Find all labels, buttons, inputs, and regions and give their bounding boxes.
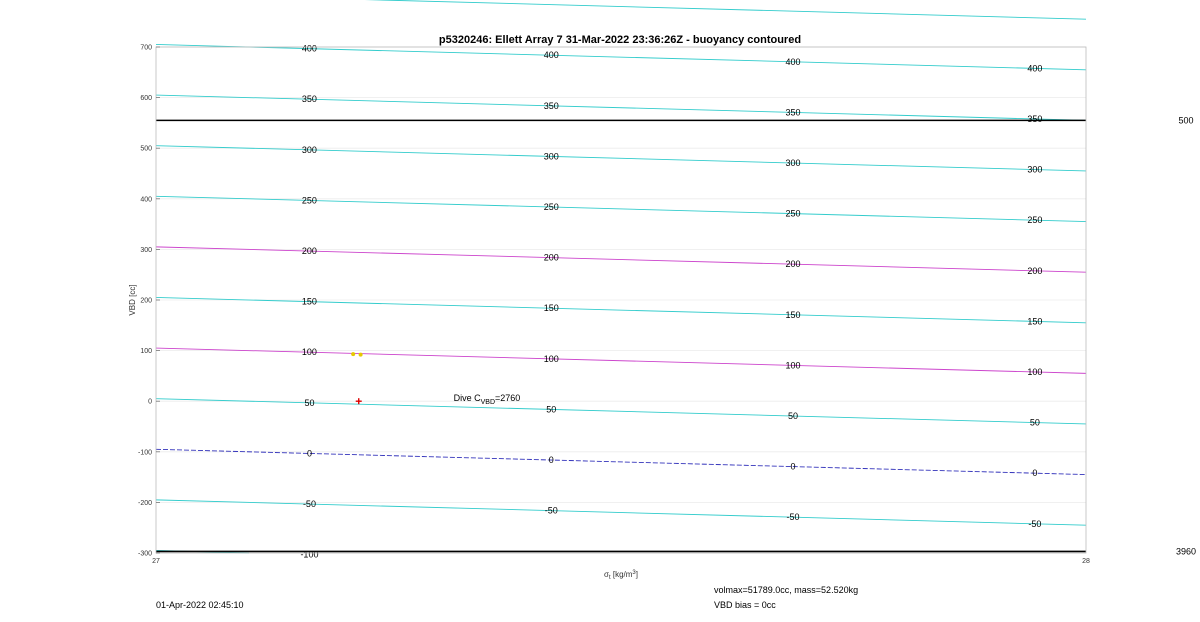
contour-line-350: [156, 95, 1086, 120]
y-tick-label: -100: [137, 449, 152, 457]
x-tick-label: 27: [152, 558, 160, 565]
y-tick-label: -200: [137, 499, 152, 507]
contour-label: 400: [785, 56, 801, 67]
contour-label: 250: [1027, 215, 1043, 226]
y-tick-label: 600: [140, 95, 152, 103]
contour-line-400: [156, 44, 1086, 69]
contour-line-100: [156, 348, 1086, 373]
contour-label: 100: [785, 360, 801, 371]
contour-label: 400: [543, 50, 559, 61]
x-tick-label: 28: [1082, 558, 1090, 565]
y-tick-label: 200: [140, 297, 152, 305]
contour-label: 150: [301, 296, 317, 307]
grid-lines: [156, 47, 1086, 553]
x-axis-label: $\sigma_t$ $[kg/m^3]$: [604, 570, 638, 581]
observation-point: [359, 353, 363, 357]
contour-label: 150: [543, 303, 559, 314]
y-axis-label: VBD [cc]: [128, 284, 137, 316]
contour-label: 250: [543, 202, 559, 213]
contour-label: 50: [1029, 417, 1040, 428]
axis-ticks: [138, 45, 1090, 566]
contour-label: 300: [543, 151, 559, 162]
contour-line-50: [156, 399, 1086, 424]
contour-label: 250: [785, 208, 801, 219]
contour-label: -50: [302, 499, 316, 510]
contour-label: 150: [785, 309, 801, 320]
contour-label: 100: [543, 353, 559, 364]
contour-label: 100: [1027, 366, 1043, 377]
contour-label: 300: [301, 144, 317, 155]
contour-line-200: [156, 247, 1086, 272]
contour-line-150: [156, 297, 1086, 322]
reference-line-label: 500: [1178, 115, 1194, 126]
chart-title: p5320246: Ellett Array 7 31-Mar-2022 23:36:26Z - buoyancy contoured: [438, 34, 802, 46]
contour-label: 0: [790, 461, 796, 472]
reference-lines: [156, 115, 1196, 556]
dive-cvbd-annotation: Dive $C_{VBD}=2760$: [453, 393, 521, 407]
contour-label: 100: [301, 347, 317, 358]
contour-label: 350: [785, 107, 801, 118]
contour-label: 50: [788, 411, 799, 422]
contour-label: 350: [301, 94, 317, 105]
contour-label: 150: [1027, 316, 1043, 327]
y-tick-label: 0: [148, 398, 152, 406]
contour-line--50: [156, 500, 1086, 525]
vbd-bias-note: VBD bias = 0cc: [714, 600, 776, 610]
contour-label: 400: [301, 43, 317, 54]
contour-label: 200: [543, 252, 559, 263]
data-markers: [351, 352, 362, 404]
contour-label: 50: [304, 397, 315, 408]
volmax-mass-note: volmax=51789.0cc, mass=52.520kg: [714, 585, 859, 595]
contour-line-450: [156, 0, 1086, 19]
contour-label: 300: [1027, 164, 1043, 175]
observation-point: [351, 352, 355, 356]
contour-line-0: [156, 449, 1086, 474]
contour-label: 0: [306, 448, 312, 459]
y-tick-label: 400: [140, 196, 152, 204]
contour-label: 50: [546, 404, 557, 415]
contour-label: 250: [301, 195, 317, 206]
y-tick-label: -300: [137, 550, 152, 558]
contour-label: -50: [1028, 518, 1042, 529]
y-tick-label: 300: [140, 246, 152, 254]
contour-label: 400: [1027, 63, 1043, 74]
contour-label: -100: [300, 549, 319, 560]
contour-label: 0: [548, 455, 554, 466]
contour-label: 350: [543, 100, 559, 111]
reference-line-label: 3960: [1175, 546, 1197, 557]
contour-label: 0: [1032, 468, 1038, 479]
contour-label: 200: [785, 259, 801, 270]
contour-label: -50: [786, 512, 800, 523]
plot-timestamp: 01-Apr-2022 02:45:10: [156, 600, 244, 610]
contour-label: -50: [544, 505, 558, 516]
contour-label: 300: [785, 158, 801, 169]
y-tick-label: 700: [140, 44, 152, 52]
contour-label: 200: [301, 246, 317, 257]
contour-label: 200: [1027, 265, 1043, 276]
contour-line-300: [156, 146, 1086, 171]
y-tick-label: 500: [140, 145, 152, 153]
y-tick-label: 100: [140, 348, 152, 356]
contour-label: 350: [1027, 113, 1043, 124]
contour-line-250: [156, 196, 1086, 221]
